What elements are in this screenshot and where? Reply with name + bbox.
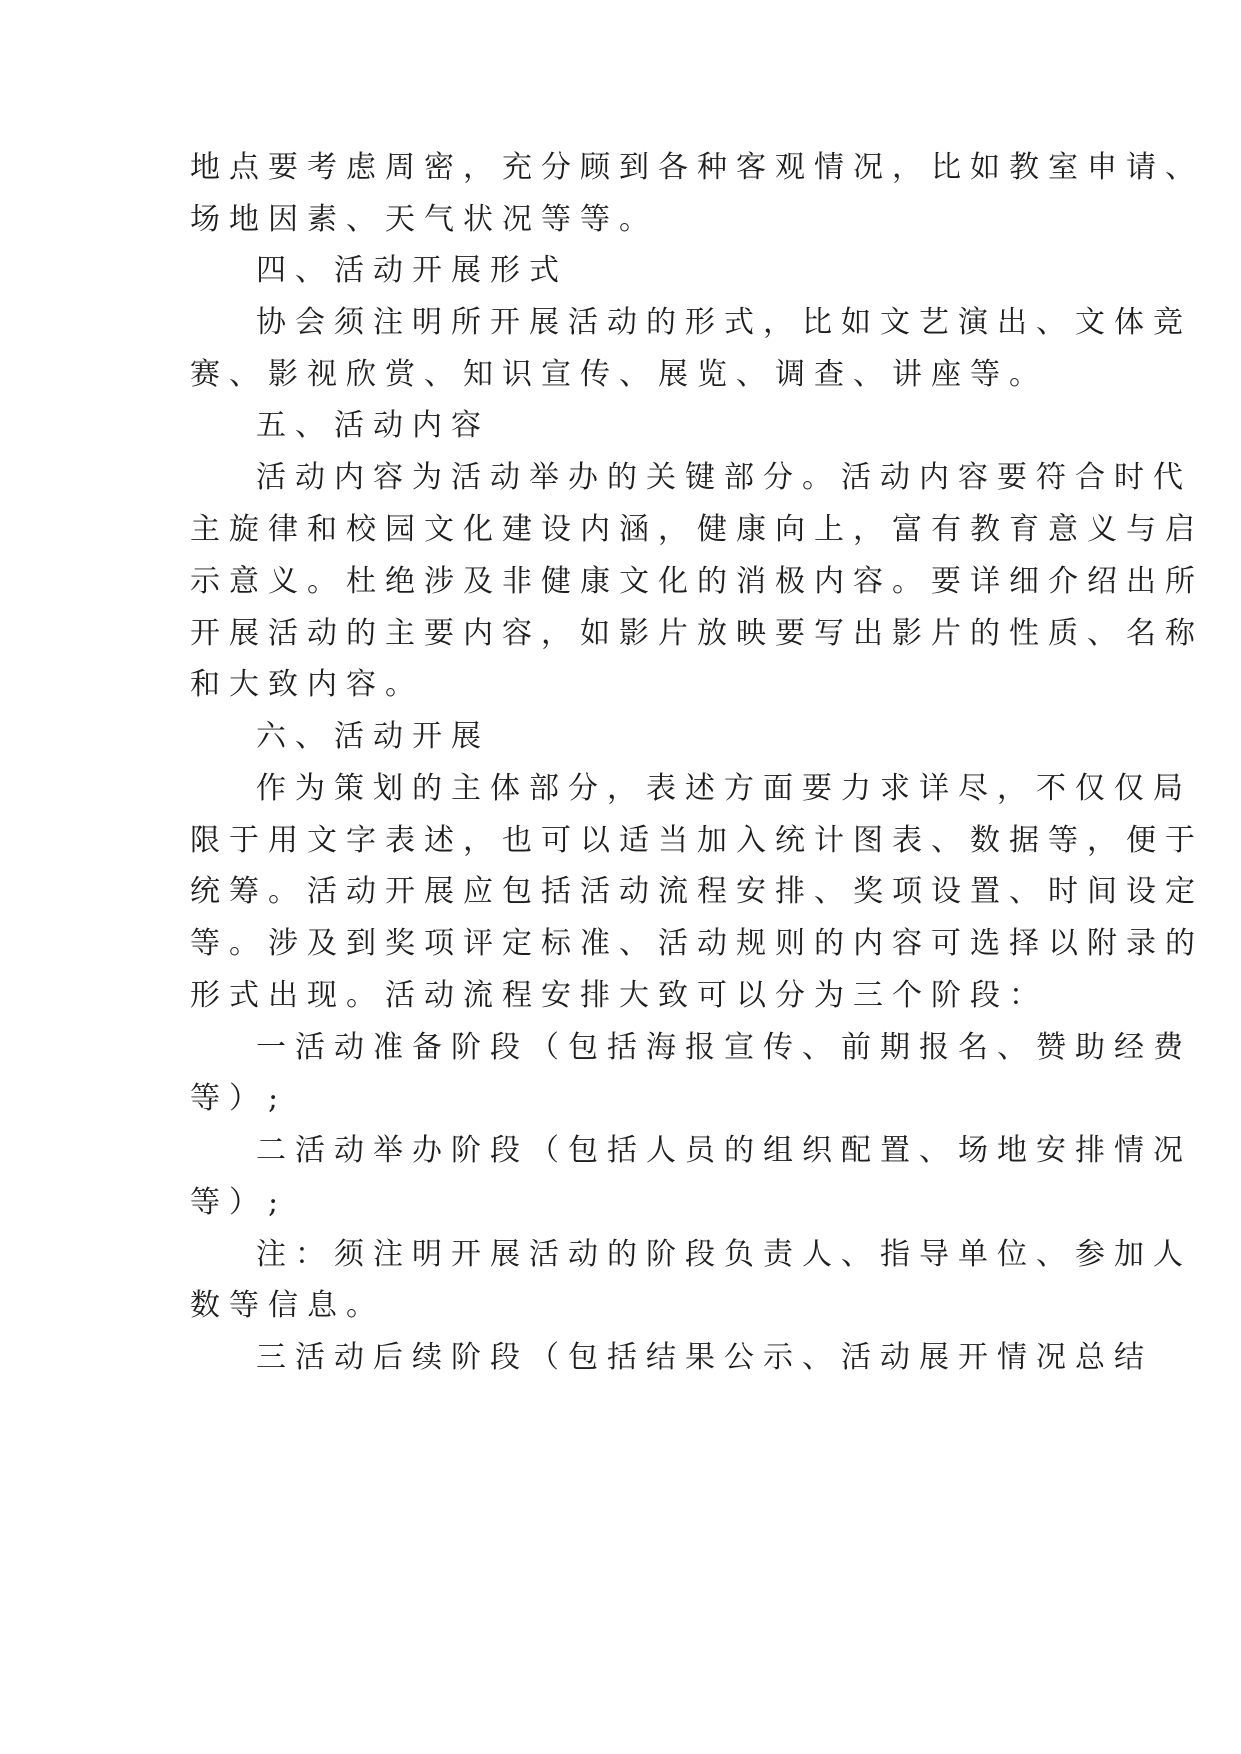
text-line: 二活动举办阶段（包括人员的组织配置、场地安排情况 — [256, 1133, 1192, 1168]
section-heading: 五、活动内容 — [256, 408, 490, 443]
section-heading: 六、活动开展 — [256, 719, 490, 754]
text-line: 赛、影视欣赏、知识宣传、展览、调查、讲座等。 — [190, 357, 1048, 392]
text-line: 活动内容为活动举办的关键部分。活动内容要符合时代 — [256, 460, 1192, 495]
section-heading: 四、活动开展形式 — [256, 253, 568, 288]
text-line: 等）; — [190, 1081, 288, 1116]
text-line: 三活动后续阶段（包括结果公示、活动展开情况总结 — [256, 1340, 1153, 1375]
text-line: 作为策划的主体部分，表述方面要力求详尽，不仅仅局 — [256, 771, 1192, 806]
text-line: 场地因素、天气状况等等。 — [190, 202, 658, 237]
text-line: 一活动准备阶段（包括海报宣传、前期报名、赞助经费 — [256, 1030, 1192, 1065]
text-line: 等。涉及到奖项评定标准、活动规则的内容可选择以附录的 — [190, 926, 1204, 961]
text-line: 和大致内容。 — [190, 667, 424, 702]
note-line: 注：须注明开展活动的阶段负责人、指导单位、参加人 — [256, 1237, 1192, 1272]
text-line: 开展活动的主要内容，如影片放映要写出影片的性质、名称 — [190, 616, 1204, 651]
text-line: 形式出现。活动流程安排大致可以分为三个阶段： — [190, 978, 1048, 1013]
text-line: 地点要考虑周密，充分顾到各种客观情况，比如教室申请、 — [190, 150, 1204, 185]
text-line: 协会须注明所开展活动的形式，比如文艺演出、文体竞 — [256, 305, 1192, 340]
text-line: 限于用文字表述，也可以适当加入统计图表、数据等，便于 — [190, 823, 1204, 858]
text-line: 统筹。活动开展应包括活动流程安排、奖项设置、时间设定 — [190, 874, 1204, 909]
text-line: 示意义。杜绝涉及非健康文化的消极内容。要详细介绍出所 — [190, 564, 1204, 599]
text-line: 等）; — [190, 1185, 288, 1220]
note-line: 数等信息。 — [190, 1288, 385, 1323]
text-line: 主旋律和校园文化建设内涵，健康向上，富有教育意义与启 — [190, 512, 1204, 547]
